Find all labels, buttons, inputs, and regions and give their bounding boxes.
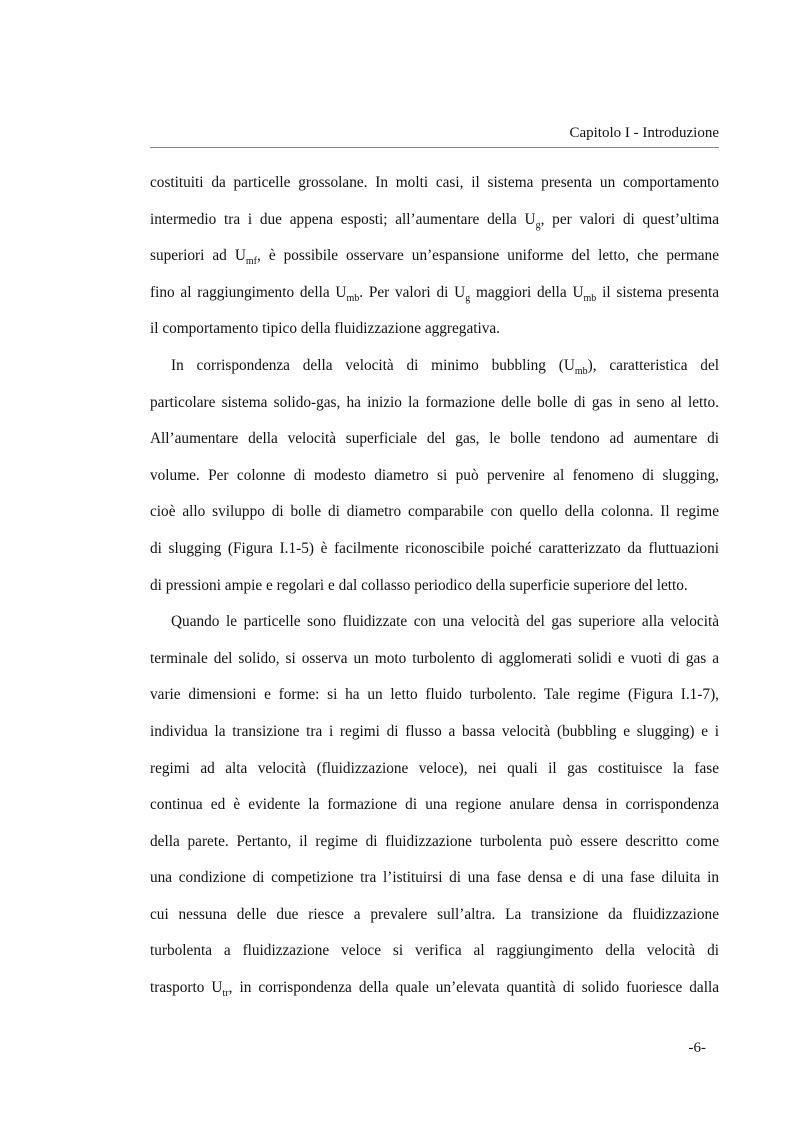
text-run: maggiori della U: [470, 283, 584, 301]
text-run: Quando le particelle sono fluidizzate con una velocità del gas superiore alla velocità: [171, 613, 719, 631]
text-run: il sistema presenta: [596, 283, 719, 301]
text-line: [150, 866, 719, 903]
text-run: , è possibile osservare un’espansione uniforme del letto, che permane: [257, 247, 719, 265]
body-text: [150, 171, 719, 1013]
text-run: trasporto U: [150, 979, 223, 997]
text-line: [150, 830, 719, 867]
text-run: varie dimensioni e forme: si ha un letto fluido turbolento. Tale regime (Figura I.1-7),: [150, 686, 719, 704]
text-line: [150, 500, 719, 537]
text-run: individua la transizione tra i regimi di flusso a bassa velocità (bubbling e slugging) e i: [150, 722, 719, 740]
text-line: [150, 683, 719, 720]
text-run: , per valori di quest’ultima: [540, 210, 719, 228]
text-run: All’aumentare della velocità superficiale del gas, le bolle tendono ad aumentare di: [150, 430, 719, 448]
text-run: il comportamento tipico della fluidizzazione aggregativa.: [150, 320, 500, 338]
text-line: [150, 757, 719, 794]
text-run: . Per valori di U: [359, 283, 466, 301]
text-run: In corrispondenza della velocità di minimo bubbling (U: [171, 356, 575, 374]
page-number: -6-: [688, 1040, 706, 1056]
text-line: [150, 537, 719, 574]
text-line: [150, 171, 719, 208]
subscript: g: [465, 292, 471, 304]
text-line: [150, 793, 719, 830]
text-run: ), caratteristica del: [587, 356, 719, 374]
subscript: mb: [583, 292, 597, 304]
text-run: turbolenta a fluidizzazione veloce si verifica al raggiungimento della velocità di: [150, 942, 719, 960]
text-line: [150, 354, 719, 391]
header-rule: [150, 147, 719, 148]
text-line: [150, 574, 719, 611]
text-run: della parete. Pertanto, il regime di fluidizzazione turbolenta può essere descritto come: [150, 832, 719, 850]
running-header: Capitolo I - Introduzione: [569, 125, 719, 141]
text-run: regimi ad alta velocità (fluidizzazione veloce), nei quali il gas costituisce la fase: [150, 759, 719, 777]
text-run: intermedio tra i due appena esposti; all’aumentare della U: [150, 210, 536, 228]
text-line: [150, 244, 719, 281]
text-run: continua ed è evidente la formazione di una regione anulare densa in corrispondenza: [150, 796, 719, 814]
text-run: cui nessuna delle due riesce a prevalere sull’altra. La transizione da fluidizzazione: [150, 905, 719, 923]
text-run: volume. Per colonne di modesto diametro si può pervenire al fenomeno di slugging,: [150, 466, 719, 484]
text-line: [150, 464, 719, 501]
text-run: particolare sistema solido-gas, ha inizio la formazione delle bolle di gas in seno al letto.: [150, 393, 719, 411]
text-line: [150, 391, 719, 428]
text-line: [150, 976, 719, 1013]
text-run: cioè allo sviluppo di bolle di diametro comparabile con quello della colonna. Il regime: [150, 503, 719, 521]
text-line: [150, 427, 719, 464]
text-run: terminale del solido, si osserva un moto turbolento di agglomerati solidi e vuoti di gas a: [150, 649, 719, 667]
text-run: una condizione di competizione tra l’istituirsi di una fase densa e di una fase diluita in: [150, 869, 719, 887]
text-run: costituiti da particelle grossolane. In molti casi, il sistema presenta un comportamento: [150, 174, 719, 191]
text-line: [150, 720, 719, 757]
subscript: tr: [222, 988, 229, 1000]
text-line: [150, 281, 719, 318]
subscript: mb: [574, 365, 588, 377]
text-line: [150, 208, 719, 245]
text-run: , in corrispondenza della quale un’elevata quantità di solido fuoriesce dalla: [228, 979, 720, 997]
text-line: [150, 903, 719, 940]
text-run: di slugging (Figura I.1-5) è facilmente riconoscibile poiché caratterizzato da fluttuazioni: [150, 539, 719, 557]
subscript: mf: [245, 256, 257, 268]
text-run: superiori ad U: [150, 247, 246, 265]
text-line: [150, 647, 719, 684]
text-run: fino al raggiungimento della U: [150, 283, 347, 301]
text-line: [150, 939, 719, 976]
subscript: mb: [346, 292, 360, 304]
text-line: [150, 317, 719, 354]
subscript: g: [535, 219, 541, 231]
text-line: [150, 610, 719, 647]
text-run: di pressioni ampie e regolari e dal collasso periodico della superficie superiore del letto.: [150, 576, 688, 594]
